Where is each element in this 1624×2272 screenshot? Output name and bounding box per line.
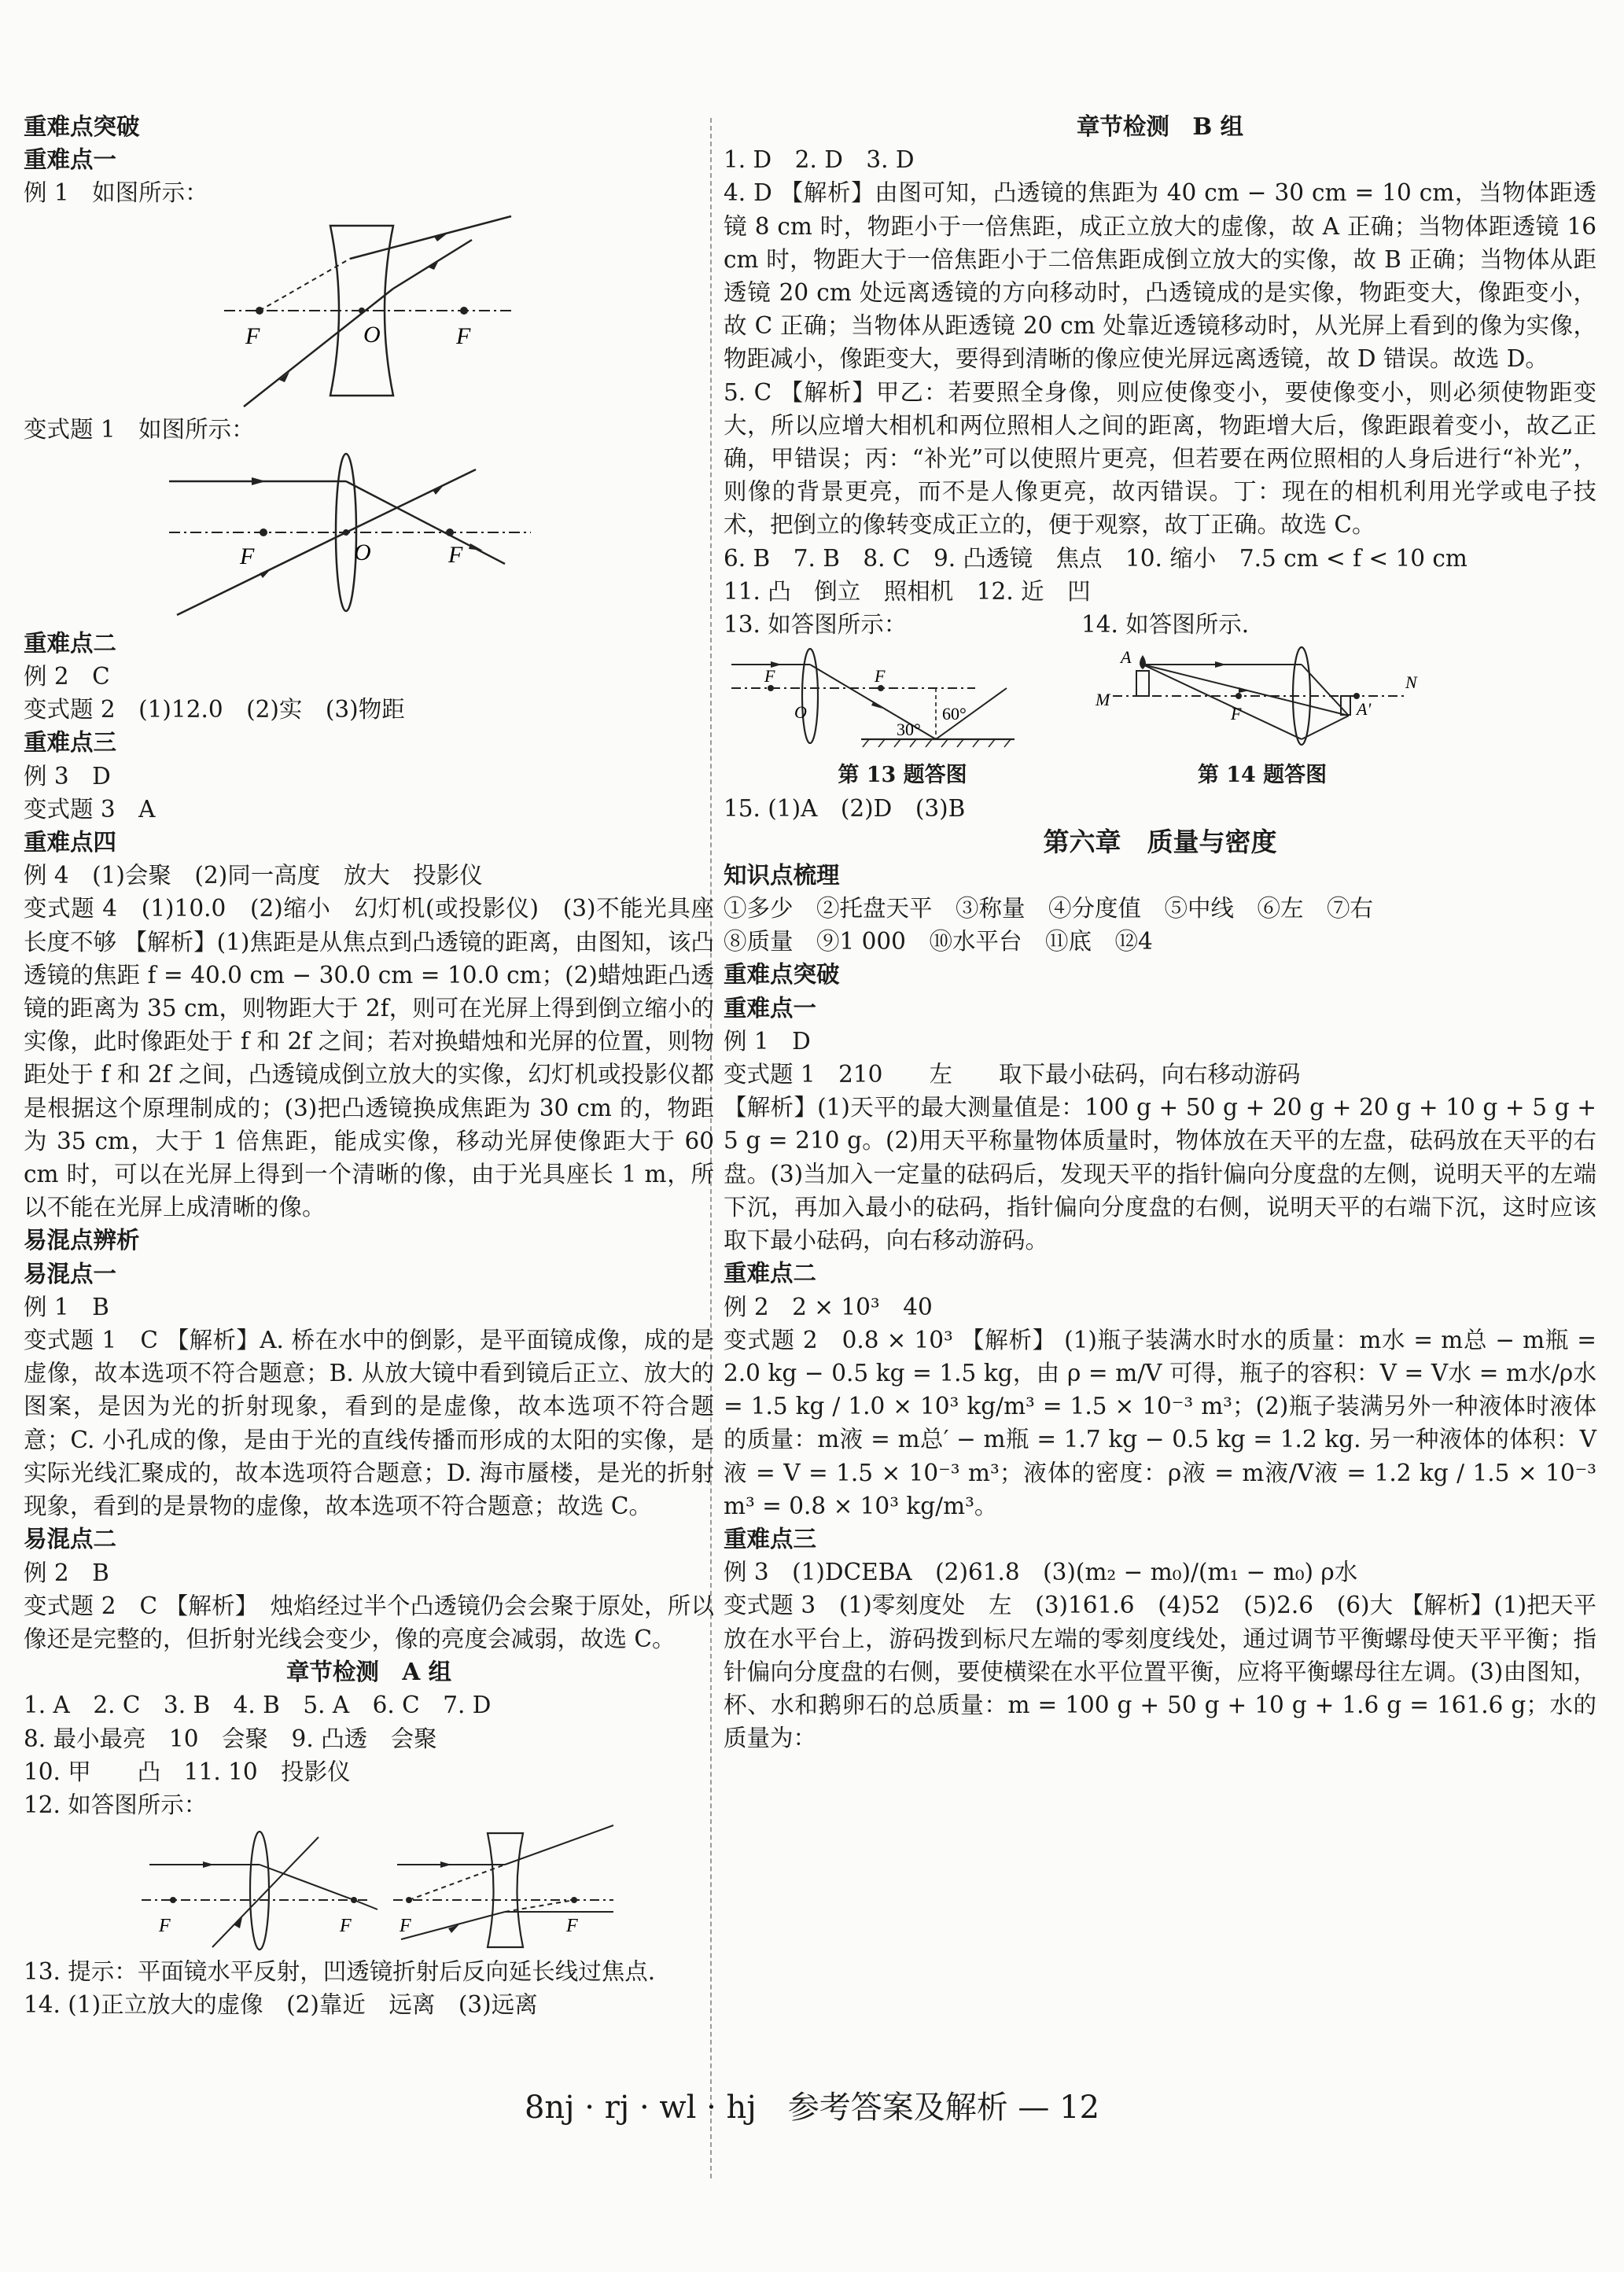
svg-text:A': A' xyxy=(1357,699,1372,720)
answer-line: 变式题 1 210 左 取下最小砝码，向右移动游码 xyxy=(724,1061,1301,1088)
answer-line: 1. D 2. D 3. D xyxy=(724,146,915,174)
svg-text:F: F xyxy=(764,666,775,687)
subsection-heading: 重难点一 xyxy=(24,145,117,174)
page-footer: 8nj · rj · wl · hj 参考答案及解析 — 12 xyxy=(524,2090,1100,2126)
q12-answer-diagrams xyxy=(24,1821,700,1955)
chapter-test-heading: 章节检测 A 组 xyxy=(285,1658,452,1686)
answer-line: 12. 如答图所示： xyxy=(24,1791,208,1818)
svg-text:F: F xyxy=(1231,704,1242,724)
figure-caption: 第 13 题答图 xyxy=(838,763,967,788)
answer-line: 15. (1)A (2)D (3)B xyxy=(724,795,966,823)
answer-line: 14. 如答图所示. xyxy=(1081,611,1250,639)
concave-lens-diagram xyxy=(24,210,668,413)
svg-text:60°: 60° xyxy=(942,704,967,724)
explanation-paragraph: 变式题 3 (1)零刻度处 左 (3)161.6 (4)52 (5)2.6 (6)大 【解析】(1)把天平放在水平台上，游码拨到标尺左端的零刻度线处，通过调节平衡螺母使天平平衡；指针偏向分度盘的右侧，要使横梁在水平位置平衡，应将平衡螺母往左调。(3)由图知，杯、水和鹅卵石的总质量：m = 100 g + 50 g + 10 g + 1.6 g = 161.6 g；水的质量为： xyxy=(724,1592,1596,1752)
left-column xyxy=(24,110,714,2022)
subsection-heading: 易混点二 xyxy=(24,1525,117,1553)
answer-line: 变式题 1 如图所示： xyxy=(24,415,255,443)
svg-text:F: F xyxy=(240,543,255,569)
answer-line: 例 1 如图所示： xyxy=(24,179,208,207)
svg-text:F: F xyxy=(340,1916,352,1937)
svg-text:O: O xyxy=(363,321,381,348)
svg-text:O: O xyxy=(354,539,371,565)
explanation-paragraph: 4. D 【解析】由图可知，凸透镜的焦距为 40 cm − 30 cm = 10 cm，当物体距透镜 8 cm 时，物距小于一倍焦距，成正立放大的虚像，故 A 正确；当物体距透镜 16 cm 时，物距大于一倍焦距小于二倍焦距成倒立放大的实像，故 B 正确；当物体从距透镜 20 cm 处远离透镜的方向移动时，凸透镜成的是实像，物距变大，像距变小，故 C 正确；当物体从距透镜 20 cm 处靠近透镜移动时，从光屏上看到的像为实像，物距减小，像距变大，要得到清晰的像应使光屏远离透镜，故 D 错误。故选 D。 xyxy=(724,179,1596,373)
convex-lens-diagram xyxy=(24,446,668,627)
chapter-title: 第六章 质量与密度 xyxy=(1043,826,1277,857)
svg-text:F: F xyxy=(245,322,260,349)
answer-line: 13. 提示：平面镜水平反射，凹透镜折射后反向延长线过焦点. xyxy=(24,1958,656,1986)
answer-line: 例 2 2 × 10³ 40 xyxy=(724,1293,933,1320)
svg-text:F: F xyxy=(159,1916,171,1937)
svg-text:F: F xyxy=(566,1916,578,1937)
answer-line: 10. 甲 凸 11. 10 投影仪 xyxy=(24,1758,351,1785)
answer-line: ①多少 ②托盘天平 ③称量 ④分度值 ⑤中线 ⑥左 ⑦右 xyxy=(724,895,1374,922)
subsection-heading: 重难点三 xyxy=(24,728,117,757)
svg-text:F: F xyxy=(400,1916,411,1937)
explanation-paragraph: 变式题 1 C 【解析】A. 桥在水中的倒影，是平面镜成像，成的是虚像，故本选项不符合题意；B. 从放大镜中看到镜后正立、放大的图案，是因为光的折射现象，看到的是虚像，故本选项不符合题意；C. 小孔成的像，是由于光的直线传播而形成的太阳的实像，是实际光线汇聚成的，故本选项符合题意；D. 海市蜃楼，是光的折射现象，看到的是景物的虚像，故本选项不符合题意；故选 C。 xyxy=(24,1327,714,1520)
answer-line: 11. 凸 倒立 照相机 12. 近 凹 xyxy=(724,577,1091,605)
section-heading: 易混点辨析 xyxy=(24,1226,140,1254)
answer-line: 例 1 B xyxy=(24,1293,109,1320)
explanation-paragraph: 5. C 【解析】甲乙：若要照全身像，则应使像变小，要使像变小，则必须使物距变大，所以应增大相机和两位照相人之间的距离，物距增大后，像距跟着变小，故乙正确，甲错误；丙：“补光”可以使照片更亮，但若要在两位照相的人身后进行“补光”，则像的背景更亮，而不是人像更亮，故丙错误。丁：现在的相机利用光学或电子技术，把倒立的像转变成正立的，便于观察，故丁正确。故选 C。 xyxy=(724,378,1596,539)
svg-text:30°: 30° xyxy=(897,720,921,740)
chapter-test-heading: 章节检测 B 组 xyxy=(1076,112,1244,140)
section-heading: 知识点梳理 xyxy=(724,860,840,889)
answer-line: 13. 如答图所示： xyxy=(724,611,908,639)
answer-line: 变式题 2 (1)12.0 (2)实 (3)物距 xyxy=(24,696,405,724)
answer-line: 1. A 2. C 3. B 4. B 5. A 6. C 7. D xyxy=(24,1692,492,1719)
explanation-paragraph: 变式题 2 0.8 × 10³ 【解析】 (1)瓶子装满水时水的质量：m水 = m总 − m瓶 = 2.0 kg − 0.5 kg = 1.5 kg，由 ρ = m/V 可得，瓶子的容积：V = V水 = m水/ρ水 = 1.5 kg / 1.0 × 10³ kg/m³ = 1.5 × 10⁻³ m³；(2)瓶子装满另外一种液体时液体的质量：m液 = m总′ − m瓶 = 1.7 kg − 0.5 kg = 1.2 kg. 另一种液体的体积：V液 = V = 1.5 × 10⁻³ m³；液体的密度：ρ液 = m液/V液 = 1.2 kg / 1.5 × 10⁻³ m³ = 0.8 × 10³ kg/m³。 xyxy=(724,1326,1596,1519)
explanation-paragraph: 变式题 2 C 【解析】 烛焰经过半个凸透镜仍会会聚于原处，所以像还是完整的，但折射光线会变少，像的亮度会减弱，故选 C。 xyxy=(24,1592,714,1652)
figure-caption: 第 14 题答图 xyxy=(1197,763,1328,788)
answer-line: 6. B 7. B 8. C 9. 凸透镜 焦点 10. 缩小 7.5 cm < f < 10 cm xyxy=(724,544,1467,572)
answer-line: 8. 最小最亮 10 会聚 9. 凸透 会聚 xyxy=(24,1725,437,1752)
svg-text:N: N xyxy=(1405,672,1417,693)
svg-text:A: A xyxy=(1121,647,1132,668)
answer-line: ⑧质量 ⑨1 000 ⑩水平台 ⑪底 ⑫4 xyxy=(724,928,1153,956)
svg-text:F: F xyxy=(875,666,886,687)
section-heading: 重难点突破 xyxy=(724,960,840,989)
answer-line: 例 3 D xyxy=(24,762,111,790)
answer-line: 例 1 D xyxy=(724,1027,811,1055)
subsection-heading: 重难点四 xyxy=(24,828,117,856)
q14-answer-diagram xyxy=(1081,641,1427,759)
explanation-paragraph: 【解析】(1)天平的最大测量值是：100 g + 50 g + 20 g + 20 g + 10 g + 5 g + 5 g = 210 g。(2)用天平称量物体质量时，物体放在天平的左盘，砝码放在天平的右盘。(3)当加入一定量的砝码后，发现天平的指针偏向分度盘的左侧，说明天平的左端下沉，再加入最小的砝码，指针偏向分度盘的右侧，说明天平的右端下沉，这时应该取下最小砝码，向右移动游码。 xyxy=(724,1094,1596,1254)
section-heading: 重难点突破 xyxy=(24,112,140,140)
subsection-heading: 重难点一 xyxy=(724,993,817,1022)
right-column xyxy=(724,110,1596,1755)
subsection-heading: 重难点三 xyxy=(724,1524,817,1552)
subsection-heading: 易混点一 xyxy=(24,1259,117,1287)
explanation-paragraph: 变式题 4 (1)10.0 (2)缩小 幻灯机(或投影仪) (3)不能光具座长度不够 【解析】(1)焦距是从焦点到凸透镜的距离，由图知，该凸透镜的焦距 f = 40.0 cm − 30.0 cm = 10.0 cm；(2)蜡烛距凸透镜的距离为 35 cm，则物距大于 2f，则可在光屏上得到倒立缩小的实像，此时像距处于 f 和 2f 之间；若对换蜡烛和光屏的位置，则物距处于 f 和 2f 之间，凸透镜成倒立放大的实像，幻灯机或投影仪都是根据这个原理制成的；(3)把凸透镜换成焦距为 30 cm 的，物距为 35 cm，大于 1 倍焦距，能成实像，移动光屏使像距大于 60 cm 时，可以在光屏上得到一个清晰的像，由于光具座长 1 m，所以不能在光屏上成清晰的像。 xyxy=(24,895,714,1221)
answer-line: 例 2 C xyxy=(24,663,110,690)
subsection-heading: 重难点二 xyxy=(724,1259,817,1287)
svg-text:O: O xyxy=(794,702,807,723)
subsection-heading: 重难点二 xyxy=(24,628,117,657)
answer-line: 例 4 (1)会聚 (2)同一高度 放大 投影仪 xyxy=(24,862,483,889)
q13-answer-diagram xyxy=(724,641,1070,759)
svg-text:M: M xyxy=(1096,690,1110,710)
answer-line: 14. (1)正立放大的虚像 (2)靠近 远离 (3)远离 xyxy=(24,1991,538,2019)
answer-line: 例 2 B xyxy=(24,1559,109,1586)
q13-q14-figures xyxy=(724,608,1596,792)
svg-text:F: F xyxy=(456,322,471,349)
answer-line: 变式题 3 A xyxy=(24,795,156,823)
svg-text:F: F xyxy=(448,541,463,568)
answer-line: 例 3 (1)DCEBA (2)61.8 (3)(m₂ − m₀)/(m₁ − m₀) ρ水 xyxy=(724,1559,1358,1586)
